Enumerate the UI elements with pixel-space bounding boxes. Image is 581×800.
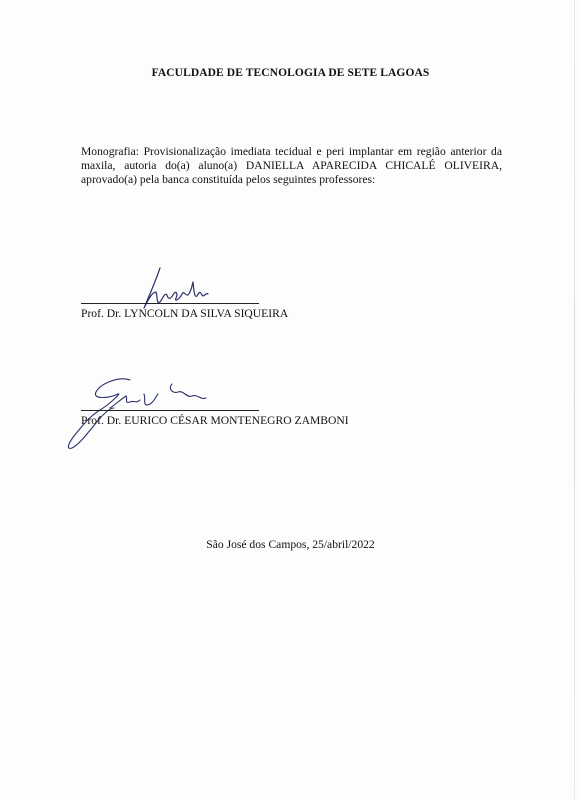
examiner-name-2: Prof. Dr. EURICO CÉSAR MONTENEGRO ZAMBONI [81, 414, 349, 427]
scan-edge [574, 0, 575, 800]
place-and-date: São José dos Campos, 25/abril/2022 [206, 538, 375, 551]
institution-title: FACULDADE DE TECNOLOGIA DE SETE LAGOAS [151, 67, 430, 79]
signature-line-1 [81, 303, 259, 304]
examiner-name-1: Prof. Dr. LYNCOLN DA SILVA SIQUEIRA [81, 307, 289, 320]
signature-line-2 [81, 410, 259, 411]
approval-paragraph: Monografia: Provisionalização imediata tecidual e peri implantar em região anterior da maxila, autoria do(a) aluno(a) DANIELLA APARECIDA CHICALÉ OLIVEIRA, aprovado(a) pela banca constituída pelos seguintes professores: [81, 145, 502, 187]
